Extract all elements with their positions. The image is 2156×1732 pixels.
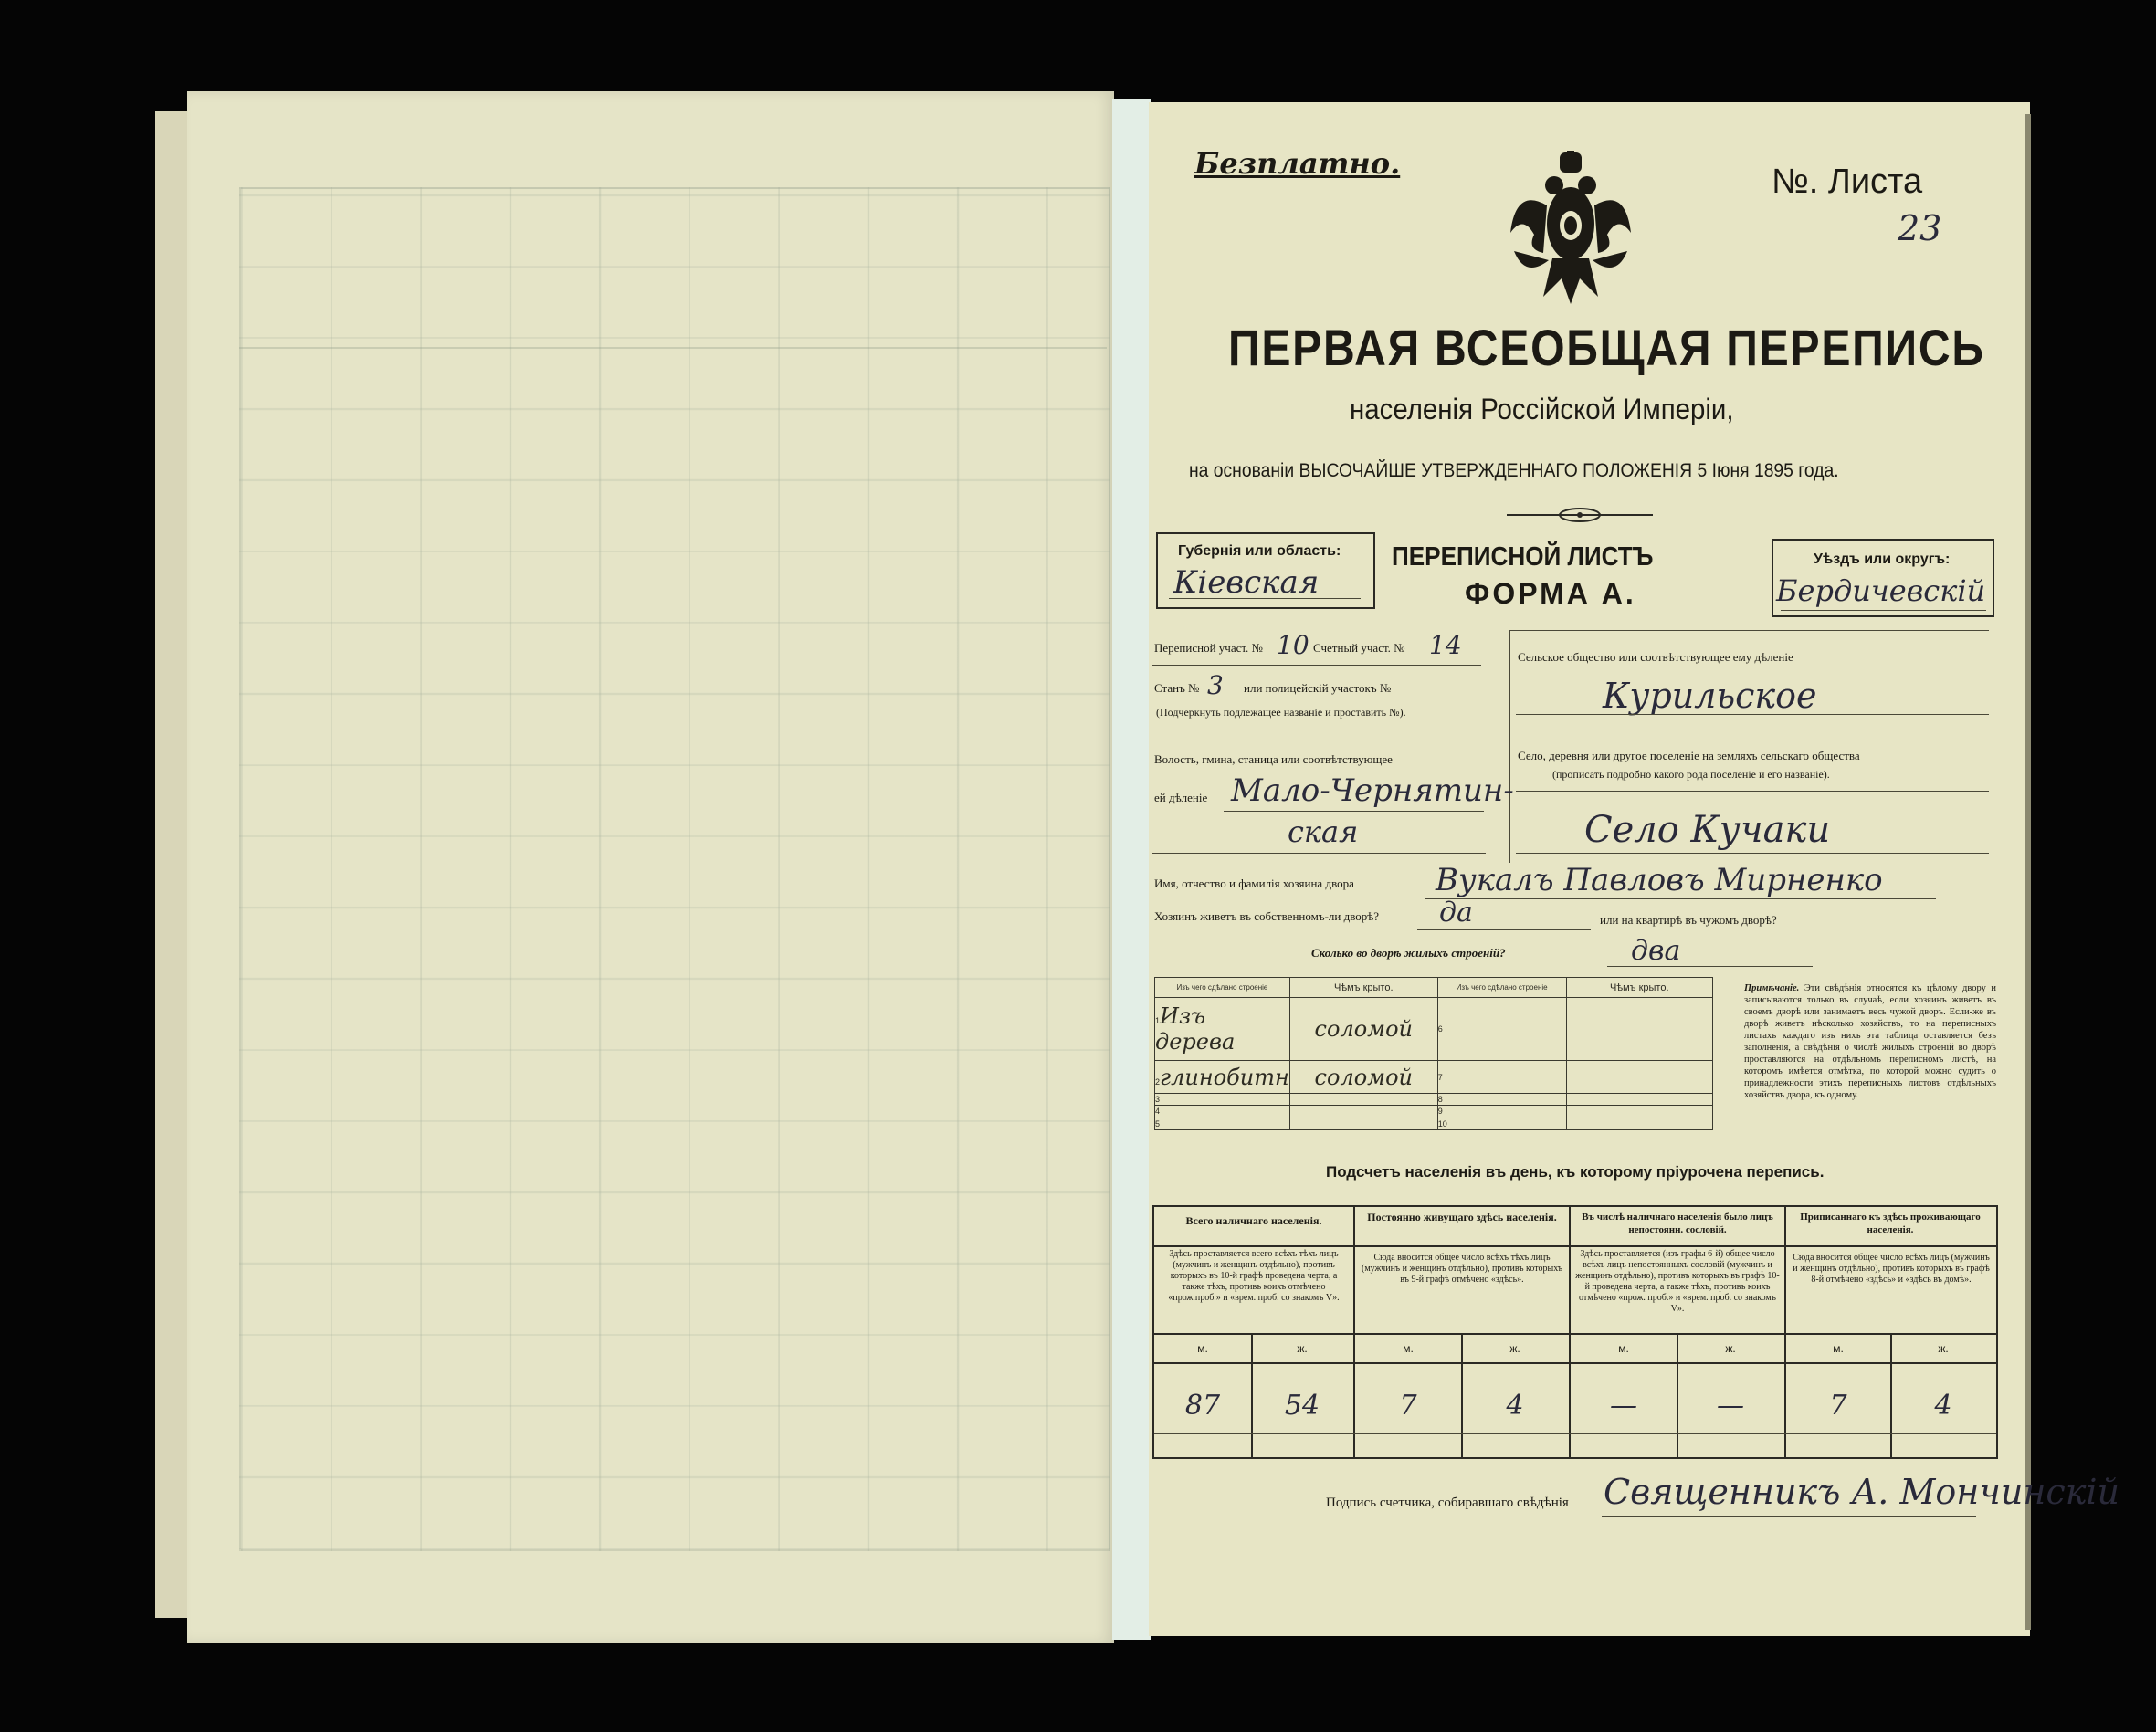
- note-block: [1744, 982, 1996, 1101]
- summary-head-1: Всего наличнаго населенія.: [1185, 1214, 1322, 1227]
- census-area-label: Переписной участ. №: [1154, 641, 1263, 655]
- district-label: Уѣздъ или округъ:: [1814, 551, 1951, 567]
- table-row: [1155, 1118, 1713, 1129]
- volost-label: Волость, гмина, станица или соотвѣтствующее: [1154, 752, 1393, 766]
- table-row: [1155, 1106, 1713, 1118]
- lives-rent-label: или на квартирѣ въ чужомъ дворѣ?: [1600, 913, 1777, 927]
- summary-desc-2: Сюда вносится общее число всѣхъ тѣхъ лицъ (мужчинъ и женщинъ отдѣльно), противъ которыхъ въ 9-й графѣ отмѣчено «здѣсь».: [1362, 1253, 1562, 1285]
- form-name: ФОРМА А.: [1465, 577, 1636, 610]
- village-rule: [1516, 791, 1989, 792]
- non-estate-female-value: —: [1717, 1390, 1744, 1422]
- female-header: ж.: [1725, 1342, 1736, 1355]
- registered-male-value: 7: [1829, 1390, 1847, 1422]
- roof-value: соломой: [1289, 998, 1437, 1061]
- district-value: Бердичевскій: [1776, 573, 1986, 608]
- female-header: ж.: [1509, 1342, 1520, 1355]
- summary-mf-rule: [1154, 1362, 1996, 1364]
- summary-head-3: Въ числѣ наличнаго населенія было лицъ непостоянн. сословій.: [1582, 1212, 1773, 1235]
- row-num: 3: [1155, 1093, 1290, 1105]
- male-header: м.: [1833, 1342, 1844, 1355]
- roof-value: соломой: [1289, 1061, 1437, 1093]
- row-num: 8: [1437, 1093, 1566, 1105]
- volost-underline-2: [1152, 853, 1486, 854]
- row-num: 5: [1155, 1118, 1290, 1129]
- note-label: Примѣчаніе.: [1744, 983, 1800, 993]
- rural-society-label: Сельское общество или соотвѣтствующее ему дѣленіе: [1518, 650, 1793, 664]
- police-area-label: или полицейскій участокъ №: [1244, 681, 1392, 695]
- total-male-value: 87: [1184, 1390, 1221, 1422]
- summary-desc-4: Сюда вносится общее число всѣхъ лицъ (мужчинъ и женщинъ отдѣльно), противъ которыхъ въ графѣ 8-й отмѣчено «здѣсь» и «здѣсь въ домѣ».: [1793, 1253, 1990, 1285]
- female-header: ж.: [1297, 1342, 1308, 1355]
- village-label: Село, деревня или другое поселеніе на земляхъ сельскаго общества: [1518, 749, 1860, 762]
- book-spine: [1112, 99, 1151, 1640]
- rural-society-underline: [1516, 714, 1989, 715]
- sheet-number-value: 23: [1898, 208, 1942, 248]
- resident-female-value: 4: [1506, 1390, 1524, 1422]
- field-top-rule: [1509, 630, 1989, 631]
- province-value: Кіевская: [1173, 564, 1320, 601]
- buildings-table: [1154, 977, 1713, 1130]
- row-num: 10: [1437, 1118, 1566, 1129]
- counting-area-value: 14: [1429, 630, 1462, 660]
- row-num: 1: [1155, 1016, 1161, 1026]
- row-num: 9: [1437, 1106, 1566, 1118]
- row-num: 6: [1437, 998, 1566, 1061]
- stan-label: Станъ №: [1154, 681, 1200, 695]
- male-header: м.: [1197, 1342, 1208, 1355]
- summary-head-2: Постоянно живущаго здѣсь населенія.: [1367, 1211, 1557, 1223]
- owner-underline: [1425, 898, 1936, 899]
- signature-label: Подпись счетчика, собиравшаго свѣдѣнія: [1326, 1496, 1569, 1510]
- ornament-divider-icon: [1507, 504, 1653, 526]
- village-note: (прописать подробно какого рода поселеніе и его названіе).: [1552, 768, 1830, 781]
- buildings-underline: [1607, 966, 1813, 967]
- male-header: м.: [1403, 1342, 1414, 1355]
- summary-head-4: Приписаннаго къ здѣсь проживающаго населенія.: [1800, 1212, 1981, 1235]
- table-row: [1155, 998, 1713, 1061]
- counting-area-label: Счетный участ. №: [1313, 641, 1405, 655]
- imperial-eagle-emblem-icon: [1507, 151, 1635, 306]
- sheet-number-label: №. Листа: [1772, 163, 1923, 201]
- census-area-value: 10: [1277, 630, 1309, 660]
- male-header: м.: [1618, 1342, 1629, 1355]
- female-header: ж.: [1938, 1342, 1949, 1355]
- stan-value: 3: [1207, 670, 1224, 700]
- field-column-divider: [1509, 630, 1510, 863]
- summary-title: Подсчетъ населенія въ день, къ которому пріурочена перепись.: [1326, 1163, 1825, 1181]
- sheet-title: ПЕРЕПИСНОЙ ЛИСТЪ: [1392, 542, 1654, 572]
- signature-value: Священникъ А. Мончинскій: [1604, 1472, 2120, 1512]
- page-edge: [2025, 114, 2031, 1630]
- population-summary-table: [1152, 1205, 1998, 1459]
- col-material-right: Изъ чего сдѣлано строеніе: [1437, 978, 1566, 998]
- rural-society-value: Курильское: [1603, 676, 1817, 716]
- left-page-bleedthrough-grid: [239, 187, 1110, 1551]
- material-value: Изъ дерева: [1155, 1003, 1236, 1055]
- lives-own-label: Хозяинъ живетъ въ собственномъ-ли дворѣ?: [1154, 909, 1380, 923]
- signature-underline: [1602, 1516, 1976, 1517]
- buildings-label: Сколько во дворѣ жилыхъ строеній?: [1311, 946, 1506, 960]
- col-roof-right: Чѣмъ крыто.: [1566, 978, 1712, 998]
- province-label: Губернія или область:: [1178, 543, 1341, 559]
- row-num: 7: [1437, 1061, 1566, 1093]
- census-subtitle: населенія Россійской Имперіи,: [1350, 393, 1734, 425]
- table-row: [1155, 1061, 1713, 1093]
- buildings-value: два: [1631, 935, 1681, 967]
- summary-head-rule: [1154, 1245, 1996, 1247]
- lives-own-underline: [1417, 929, 1591, 930]
- material-value: глинобитн: [1160, 1064, 1289, 1090]
- left-page-bleedthrough-header: [239, 187, 1107, 349]
- census-title: ПЕРВАЯ ВСЕОБЩАЯ ПЕРЕПИСЬ: [1228, 319, 1985, 376]
- village-value: Село Кучаки: [1584, 809, 1831, 851]
- lives-own-value: да: [1439, 897, 1473, 929]
- volost-value-2: ская: [1288, 814, 1359, 849]
- summary-desc-1: Здѣсь проставляется всего всѣхъ тѣхъ лицъ (мужчинъ и женщинъ отдѣльно), противъ которыхъ въ 10-й графѣ проведена черта, а также тѣхъ, противъ коихъ отмѣчено «прож.проб.» и «врем. проб. со знакомъ V».: [1168, 1249, 1340, 1303]
- underline-note: (Подчеркнуть подлежащее названіе и проставить №).: [1156, 706, 1406, 719]
- row-num: 2: [1155, 1076, 1161, 1086]
- village-underline: [1516, 853, 1989, 854]
- values-underline: [1154, 1433, 1996, 1434]
- district-underline: [1781, 610, 1986, 611]
- owner-label: Имя, отчество и фамилія хозяина двора: [1154, 876, 1354, 890]
- table-row: [1155, 1093, 1713, 1105]
- summary-desc-3: Здѣсь проставляется (изъ графы 6-й) общее число всѣхъ лицъ непостоянныхъ сословій (мужчинъ и женщинъ отдѣльно), противъ которыхъ въ графѣ 10-й проведена черта, а также тѣхъ, противъ коихъ отмѣчено «прож. проб.» и «врем. проб. со знакомъ V».: [1575, 1249, 1780, 1314]
- note-text: Эти свѣдѣнія относятся къ цѣлому двору и записываются только въ случаѣ, если хозяинъ живетъ въ своемъ дворѣ или занимаетъ весь чужой дворъ. Если-же въ дворѣ живетъ нѣсколько хозяйствъ, то на переписныхъ листахъ каждаго изъ нихъ эта таблица оставляется безъ заполненія, а свѣдѣнія о числѣ жилыхъ строеній во дворѣ проставляются на отдѣльномъ переписномъ листѣ, на которомъ имѣется отмѣтка, по которой можно судить о принадлежности этихъ переписныхъ листовъ отдѣльныхъ хозяйствъ двора, къ одному.: [1744, 983, 1997, 1100]
- volost-label-2: ей дѣленіе: [1154, 791, 1208, 804]
- col-roof-left: Чѣмъ крыто.: [1289, 978, 1437, 998]
- col-material-left: Изъ чего сдѣлано строеніе: [1155, 978, 1290, 998]
- total-female-value: 54: [1284, 1390, 1320, 1422]
- volost-underline: [1224, 811, 1484, 812]
- registered-female-value: 4: [1934, 1390, 1952, 1422]
- resident-male-value: 7: [1399, 1390, 1417, 1422]
- volost-value: Мало-Чернятин-: [1231, 772, 1514, 809]
- province-underline: [1169, 598, 1361, 599]
- row-num: 4: [1155, 1106, 1290, 1118]
- free-label: Безплатно.: [1194, 146, 1401, 181]
- area-underline: [1152, 665, 1481, 666]
- summary-desc-rule: [1154, 1333, 1996, 1335]
- non-estate-male-value: —: [1610, 1390, 1637, 1422]
- owner-value: Вукалъ Павловъ Мирненко: [1436, 862, 1883, 898]
- census-basis: на основаніи ВЫСОЧАЙШЕ УТВЕРЖДЕННАГО ПОЛОЖЕНІЯ 5 Іюня 1895 года.: [1189, 460, 1839, 481]
